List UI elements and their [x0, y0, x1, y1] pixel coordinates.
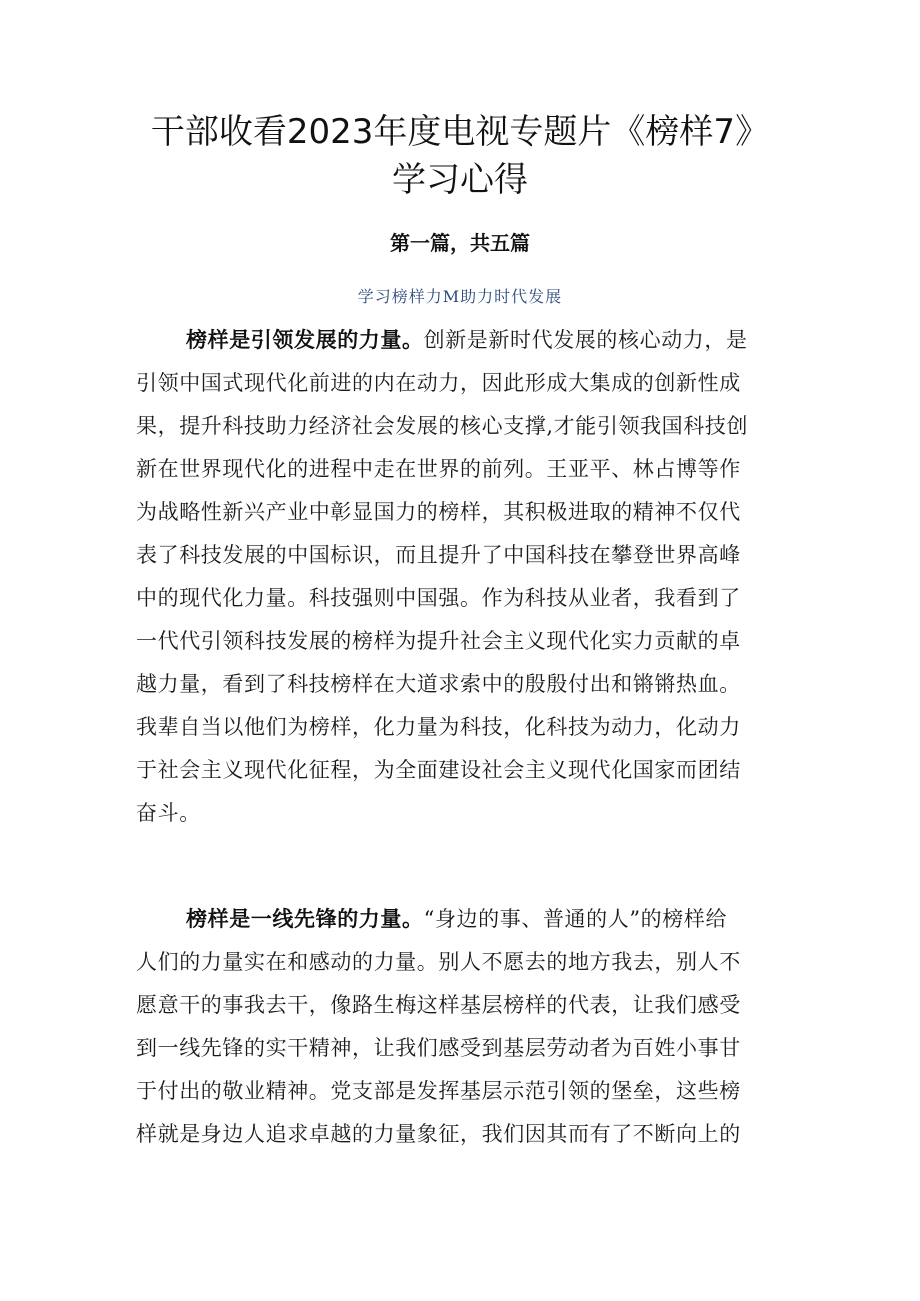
section-heading: 学习榜样力M助力时代发展 — [357, 287, 563, 306]
paragraph-text: “身边的事、普通的人”的榜样给 — [423, 907, 728, 931]
document-subtitle: 第一篇，共五篇 — [390, 231, 530, 255]
document-title — [0, 108, 920, 204]
paragraph-line: 到一线先锋的实干精神，让我们感受到基层劳动者为百姓小事甘 — [136, 1036, 741, 1060]
title-line-1: 干部收看2023年度电视专题片《榜样7》 — [150, 112, 770, 152]
paragraph-line: 表了科技发展的中国标识，而且提升了中国科技在攀登世界高峰 — [136, 543, 741, 567]
paragraph-line: 愿意干的事我去干，像路生梅这样基层榜样的代表，让我们感受 — [136, 993, 741, 1017]
paragraph-lead: 榜样是一线先锋的力量。 — [186, 907, 424, 931]
paragraph-line: 人们的力量实在和感动的力量。别人不愿去的地方我去，别人不 — [136, 950, 741, 974]
paragraph-line: 样就是身边人追求卓越的力量象征，我们因其而有了不断向上的 — [136, 1122, 741, 1146]
paragraph-line: 我辈自当以他们为榜样，化力量为科技，化科技为动力，化动力 — [136, 715, 741, 739]
paragraph-line: 一代代引领科技发展的榜样为提升社会主义现代化实力贡献的卓 — [136, 629, 741, 653]
paragraph-text: 创新是新时代发展的核心动力，是 — [423, 328, 748, 352]
paragraph-line: 中的现代化力量。科技强则中国强。作为科技从业者，我看到了 — [136, 586, 741, 610]
paragraph-lead: 榜样是引领发展的力量。 — [186, 328, 424, 352]
paragraph-line — [136, 898, 788, 941]
paragraph-line: 新在世界现代化的进程中走在世界的前列。王亚平、林占博等作 — [136, 457, 741, 481]
paragraph-line — [136, 319, 788, 362]
paragraph-line: 越力量，看到了科技榜样在大道求索中的殷殷付出和锵锵热血。 — [136, 672, 741, 696]
paragraph-line: 于社会主义现代化征程，为全面建设社会主义现代化国家而团结 — [136, 758, 741, 782]
paragraph-1 — [136, 319, 788, 835]
paragraph-line: 引领中国式现代化前进的内在动力，因此形成大集成的创新性成 — [136, 371, 741, 395]
paragraph-line: 为战略性新兴产业中彰显国力的榜样，其积极进取的精神不仅代 — [136, 500, 741, 524]
paragraph-line: 奋斗。 — [136, 801, 201, 825]
paragraph-2 — [136, 898, 788, 1156]
paragraph-line: 于付出的敬业精神。党支部是发挥基层示范引领的堡垒，这些榜 — [136, 1079, 741, 1103]
title-line-2: 学习心得 — [392, 160, 528, 200]
paragraph-line: 果，提升科技助力经济社会发展的核心支撑,才能引领我国科技创 — [136, 414, 749, 438]
